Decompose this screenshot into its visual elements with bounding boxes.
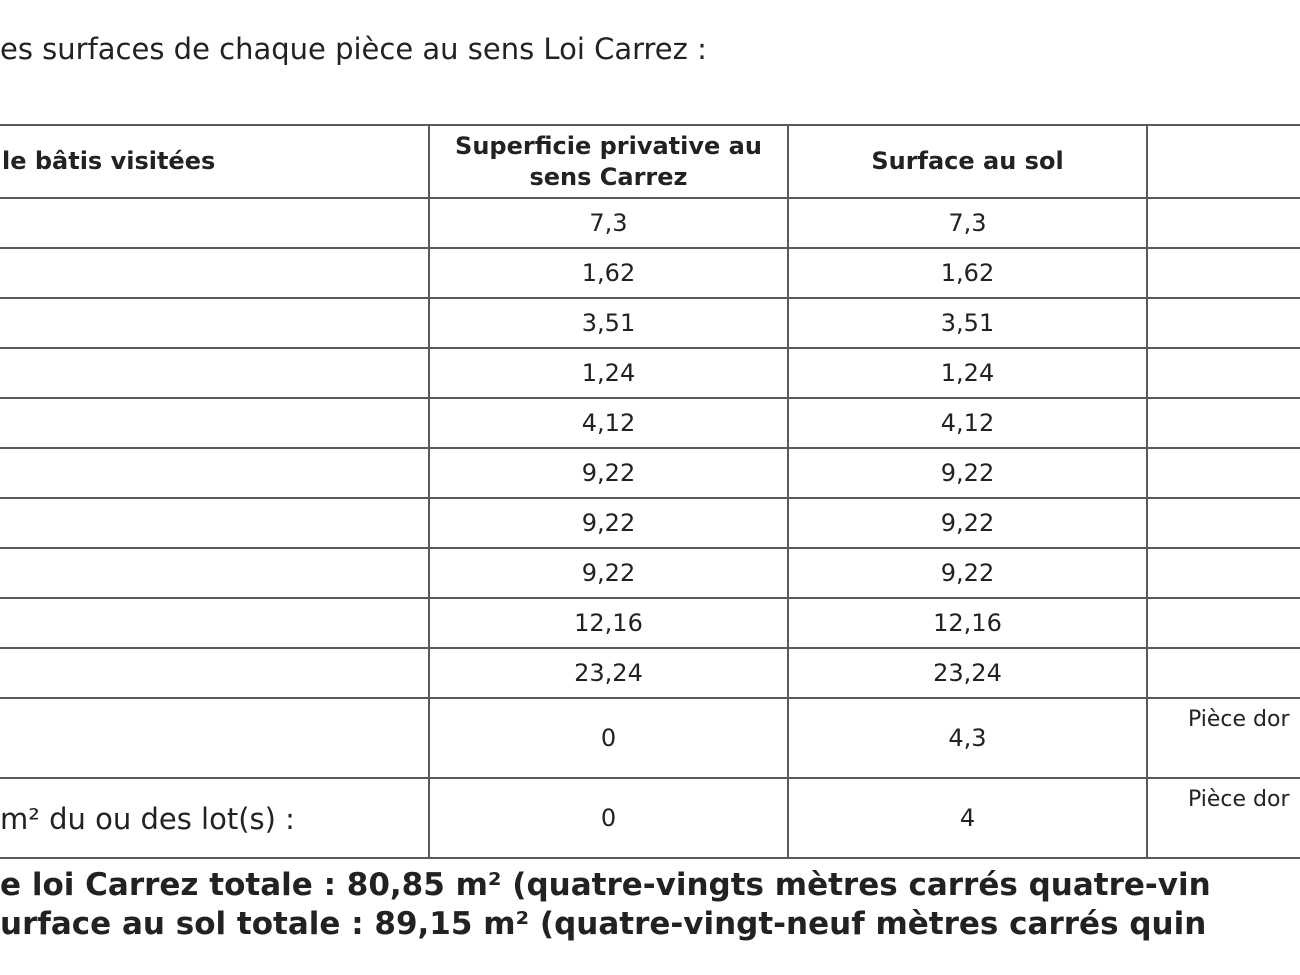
cell-obs bbox=[1147, 448, 1300, 498]
table-row bbox=[0, 598, 1300, 648]
table-row bbox=[0, 248, 1300, 298]
total-carrez: e loi Carrez totale : 80,85 m² (quatre-vingts mètres carrés quatre-vin bbox=[0, 867, 1211, 903]
cell-sol: 23,24 bbox=[788, 648, 1147, 698]
cell-carrez: 9,22 bbox=[429, 448, 788, 498]
cell-carrez: 3,51 bbox=[429, 298, 788, 348]
surfaces-table bbox=[0, 124, 1300, 859]
cell-obs bbox=[1147, 298, 1300, 348]
cell-obs bbox=[1147, 198, 1300, 248]
header-piece-label: le bâtis visitées bbox=[2, 147, 216, 175]
cell-obs bbox=[1147, 398, 1300, 448]
cell-piece bbox=[0, 498, 429, 548]
header-sol: Surface au sol bbox=[788, 125, 1147, 198]
cell-sol: 4,12 bbox=[788, 398, 1147, 448]
cell-carrez: 0 bbox=[429, 778, 788, 858]
cell-sol: 7,3 bbox=[788, 198, 1147, 248]
cell-carrez: 12,16 bbox=[429, 598, 788, 648]
cell-obs bbox=[1147, 548, 1300, 598]
cell-obs: Pièce dor bbox=[1147, 778, 1300, 858]
cell-sol: 1,62 bbox=[788, 248, 1147, 298]
cell-carrez: 9,22 bbox=[429, 498, 788, 548]
header-piece bbox=[0, 125, 429, 198]
cell-carrez: 1,24 bbox=[429, 348, 788, 398]
cell-piece bbox=[0, 398, 429, 448]
cell-piece bbox=[0, 598, 429, 648]
cell-obs bbox=[1147, 648, 1300, 698]
cell-obs bbox=[1147, 248, 1300, 298]
cell-piece bbox=[0, 698, 429, 778]
cell-obs bbox=[1147, 498, 1300, 548]
cell-carrez: 1,62 bbox=[429, 248, 788, 298]
header-carrez: Superficie privative au sens Carrez bbox=[429, 125, 788, 198]
cell-piece bbox=[0, 648, 429, 698]
table-row bbox=[0, 198, 1300, 248]
header-obs bbox=[1147, 125, 1300, 198]
table-row bbox=[0, 448, 1300, 498]
cell-sol: 9,22 bbox=[788, 498, 1147, 548]
cell-carrez: 23,24 bbox=[429, 648, 788, 698]
table-header bbox=[0, 125, 1300, 198]
cell-piece bbox=[0, 198, 429, 248]
cell-obs bbox=[1147, 598, 1300, 648]
table-row bbox=[0, 398, 1300, 448]
table-row bbox=[0, 498, 1300, 548]
cell-sol: 12,16 bbox=[788, 598, 1147, 648]
cell-obs: Pièce dor bbox=[1147, 698, 1300, 778]
cell-sol: 4 bbox=[788, 778, 1147, 858]
cell-piece bbox=[0, 448, 429, 498]
cell-piece bbox=[0, 348, 429, 398]
intro-text: es surfaces de chaque pièce au sens Loi Carrez : bbox=[0, 32, 707, 66]
table-row bbox=[0, 548, 1300, 598]
cell-sol: 9,22 bbox=[788, 448, 1147, 498]
header-row bbox=[0, 125, 1300, 198]
cell-carrez: 9,22 bbox=[429, 548, 788, 598]
table-row bbox=[0, 648, 1300, 698]
cell-piece bbox=[0, 298, 429, 348]
cell-carrez: 0 bbox=[429, 698, 788, 778]
cell-sol: 1,24 bbox=[788, 348, 1147, 398]
cell-sol: 9,22 bbox=[788, 548, 1147, 598]
table-row bbox=[0, 298, 1300, 348]
cell-sol: 4,3 bbox=[788, 698, 1147, 778]
total-sol: urface au sol totale : 89,15 m² (quatre-vingt-neuf mètres carrés quin bbox=[0, 906, 1207, 942]
cell-carrez: 7,3 bbox=[429, 198, 788, 248]
cell-obs bbox=[1147, 348, 1300, 398]
table-row bbox=[0, 698, 1300, 778]
cell-carrez: 4,12 bbox=[429, 398, 788, 448]
cell-piece bbox=[0, 548, 429, 598]
cell-piece bbox=[0, 248, 429, 298]
lots-subtitle: m² du ou des lot(s) : bbox=[0, 802, 295, 836]
cell-sol: 3,51 bbox=[788, 298, 1147, 348]
table-body bbox=[0, 198, 1300, 858]
table-row bbox=[0, 348, 1300, 398]
